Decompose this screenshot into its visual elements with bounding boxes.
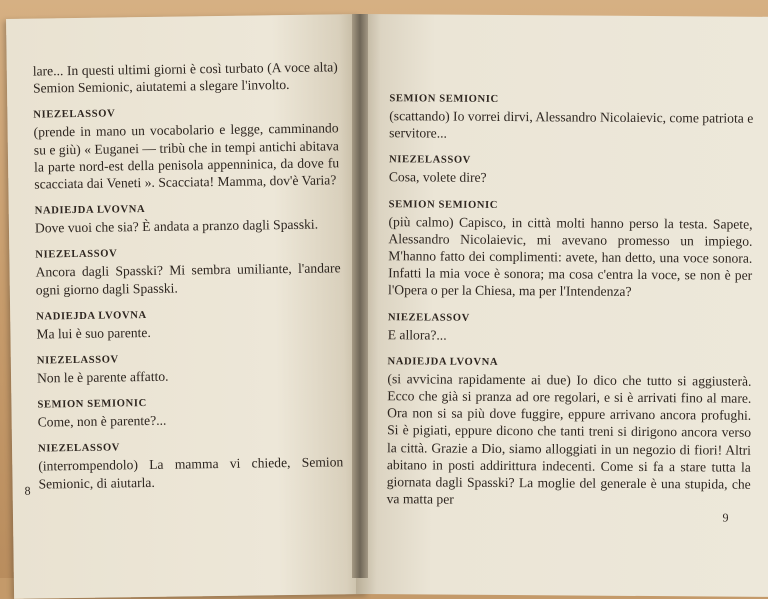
dialogue-line: E allora?... — [387, 326, 447, 343]
dialogue-line: (interrompendolo) La mamma vi chiede, Semion Semionic, di aiutarla. — [38, 454, 344, 492]
dialogue-line: Ma lui è suo parente. — [36, 324, 151, 342]
speaker-name: NIEZELASSOV — [35, 248, 118, 261]
speaker-name: NIEZELASSOV — [388, 154, 471, 167]
right-page — [356, 14, 768, 597]
dialogue-line: Cosa, volete dire? — [388, 169, 487, 186]
speaker-name: SEMION SEMIONIC — [37, 398, 147, 411]
page-number: 9 — [722, 510, 729, 525]
right-page-text — [387, 92, 754, 510]
speaker-name: NIEZELASSOV — [33, 108, 116, 121]
dialogue-line: (più calmo) Capisco, in città molti hanno perso la testa. Sapete, Alessandro Nicolaievic, mi avevano promesso un impiego. M'hanno fatto dei complimenti: avete, han detto, una voce sonora. Infatti la mia voce è sonora; ma cosa c'entra la voce, se non è per l'Opera o per la Chiesa, ma per l'Intendenza? — [388, 213, 753, 300]
left-page — [6, 14, 368, 599]
book-gutter — [352, 14, 368, 578]
speaker-name: SEMION SEMIONIC — [388, 198, 499, 211]
left-page-text — [33, 58, 344, 492]
dialogue-line: (si avvicina rapidamente ai due) Io dico che tutto si aggiusterà. Ecco che già si pranza ad ore regolari, e si è arrivati fino al mare. Ora non si sa più dove fuggire, eppure arrivano ancora profughi. Si è pigiati, eppure dicono che tanti treni si dirigono ancora verso la città. Grazie a Dio, siamo alloggiati in un negozio di fiori! Altri abitano in posti addirittura indecenti. Come si fa a stare tutta la giornata dagli Spasski? La moglie del generale è una stupida, che va matta per — [386, 371, 752, 507]
dialogue-line: (scattando) Io vorrei dirvi, Alessandro Nicolaievic, come patriota e servitore... — [389, 108, 754, 141]
speaker-name: NADIEJDA LVOVNA — [387, 356, 499, 368]
dialogue-line: (prende in mano un vocabolario e legge, camminando su e giù) « Euganei — tribù che in tempi antichi abitava la parte nord-est della penisola appenninica, da dove fu scacciata dai Veneti ». Scacciata! Mamma, dov'è Varia? — [33, 120, 340, 192]
speaker-name: NIEZELASSOV — [37, 442, 121, 455]
dialogue-line: lare... In questi ultimi giorni è così turbato (A voce alta) Semion Semionic, aiutatemi a slegare l'involto. — [32, 59, 338, 96]
speaker-name: SEMION SEMIONIC — [389, 93, 499, 105]
dialogue-line: Non le è parente affatto. — [36, 368, 169, 386]
speaker-name: NIEZELASSOV — [387, 311, 470, 324]
page-number: 8 — [24, 483, 31, 498]
dialogue-line: Ancora dagli Spasski? Mi sembra umiliante, l'andare ogni giorno dagli Spasski. — [35, 260, 341, 298]
speaker-name: NADIEJDA LVOVNA — [36, 309, 147, 323]
speaker-name: NIEZELASSOV — [36, 354, 119, 367]
speaker-name: NADIEJDA LVOVNA — [34, 204, 146, 217]
dialogue-line: Dove vuoi che sia? È andata a pranzo dagli Spasski. — [34, 216, 319, 236]
dialogue-line: Come, non è parente?... — [37, 412, 167, 430]
